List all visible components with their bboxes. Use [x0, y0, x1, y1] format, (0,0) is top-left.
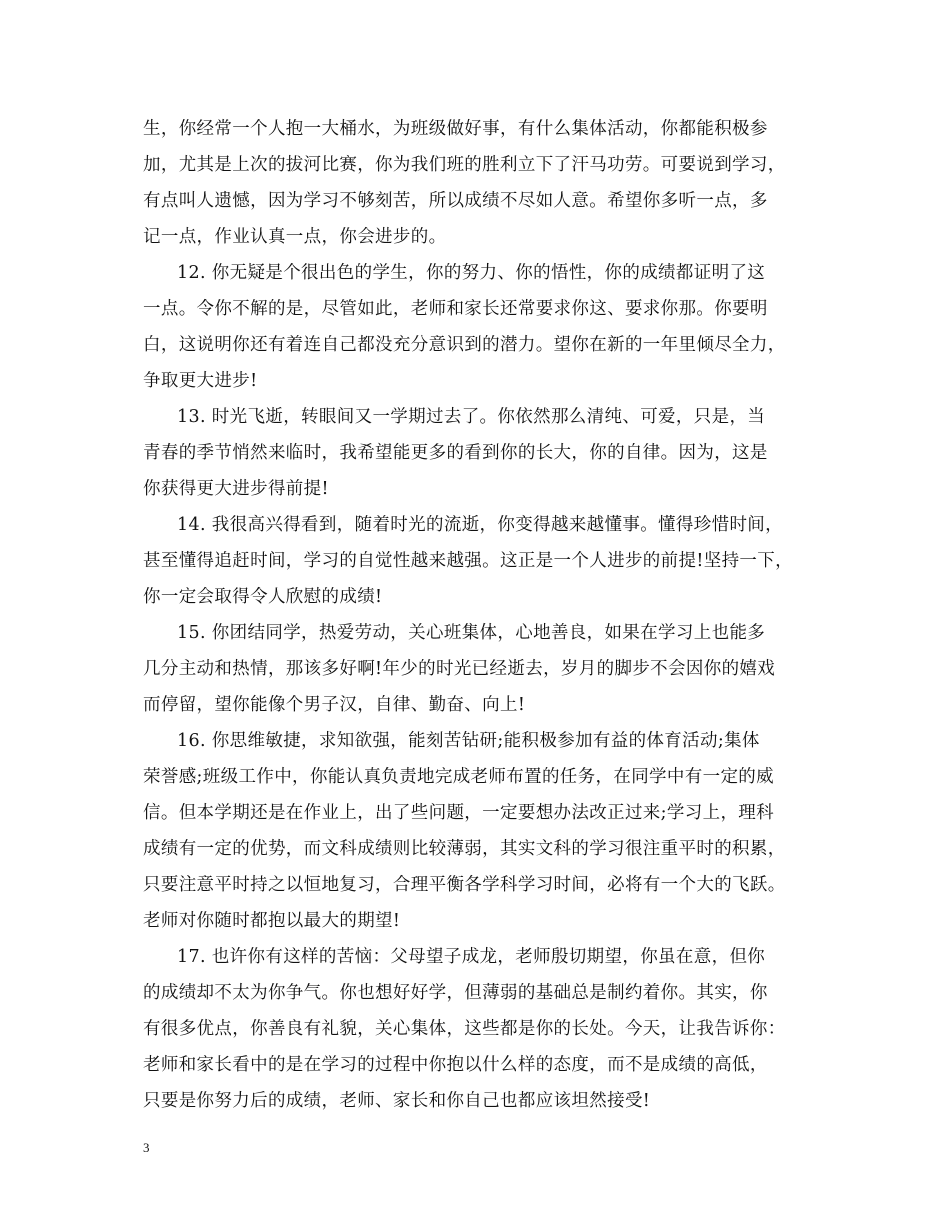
text-line: 青春的季节悄然来临时，我希望能更多的看到你的长大，你的自律。因为，这是 — [143, 443, 768, 463]
text-line: 你获得更大进步得前提! — [143, 479, 329, 499]
paragraph-12-start: 12. 你无疑是个很出色的学生，你的努力、你的悟性，你的成绩都证明了这 — [177, 263, 766, 283]
text-line: 加，尤其是上次的拔河比赛，你为我们班的胜利立下了汗马功劳。可要说到学习， — [143, 155, 786, 175]
text-line: 几分主动和热情，那该多好啊!年少的时光已经逝去，岁月的脚步不会因你的嬉戏 — [143, 659, 776, 679]
text-line: 有很多优点，你善良有礼貌，关心集体，这些都是你的长处。今天，让我告诉你： — [143, 1019, 786, 1039]
paragraph-13-start: 13. 时光飞逝，转眼间又一学期过去了。你依然那么清纯、可爱，只是，当 — [177, 407, 766, 427]
text-line: 的成绩却不太为你争气。你也想好好学，但薄弱的基础总是制约着你。其实，你 — [143, 983, 768, 1003]
text-line: 老师对你随时都抱以最大的期望! — [143, 911, 401, 931]
text-line: 争取更大进步! — [143, 371, 258, 391]
text-line: 生，你经常一个人抱一大桶水，为班级做好事，有什么集体活动，你都能积极参 — [143, 119, 768, 139]
text-line: 甚至懂得追赶时间，学习的自觉性越来越强。这正是一个人进步的前提!坚持一下， — [143, 551, 793, 571]
paragraph-15-start: 15. 你团结同学，热爱劳动，关心班集体，心地善良，如果在学习上也能多 — [177, 623, 766, 643]
text-line: 白，这说明你还有着连自己都没充分意识到的潜力。望你在新的一年里倾尽全力， — [143, 335, 786, 355]
text-line: 荣誉感;班级工作中，你能认真负责地完成老师布置的任务，在同学中有一定的威 — [143, 767, 774, 787]
text-line: 有点叫人遗憾，因为学习不够刻苦，所以成绩不尽如人意。希望你多听一点，多 — [143, 191, 768, 211]
text-line: 只要是你努力后的成绩，老师、家长和你自己也都应该坦然接受! — [143, 1091, 651, 1111]
text-line: 老师和家长看中的是在学习的过程中你抱以什么样的态度，而不是成绩的高低， — [143, 1055, 768, 1075]
paragraph-17-start: 17. 也许你有这样的苦恼：父母望子成龙，老师殷切期望，你虽在意，但你 — [177, 947, 766, 967]
text-line: 记一点，作业认真一点，你会进步的。 — [143, 227, 447, 247]
text-line: 你一定会取得令人欣慰的成绩! — [143, 587, 383, 607]
page-number: 3 — [143, 1140, 150, 1155]
text-line: 信。但本学期还是在作业上，出了些问题，一定要想办法改正过来;学习上，理科 — [143, 803, 774, 823]
paragraph-16-start: 16. 你思维敏捷，求知欲强，能刻苦钻研;能积极参加有益的体育活动;集体 — [177, 731, 760, 751]
text-line: 而停留，望你能像个男子汉，自律、勤奋、向上! — [143, 695, 526, 715]
paragraph-14-start: 14. 我很高兴得看到，随着时光的流逝，你变得越来越懂事。懂得珍惜时间， — [177, 515, 783, 535]
text-line: 一点。令你不解的是，尽管如此，老师和家长还常要求你这、要求你那。你要明 — [143, 299, 768, 319]
text-line: 成绩有一定的优势，而文科成绩则比较薄弱，其实文科的学习很注重平时的积累， — [143, 839, 786, 859]
text-line: 只要注意平时持之以恒地复习，合理平衡各学科学习时间，必将有一个大的飞跃。 — [143, 875, 786, 895]
